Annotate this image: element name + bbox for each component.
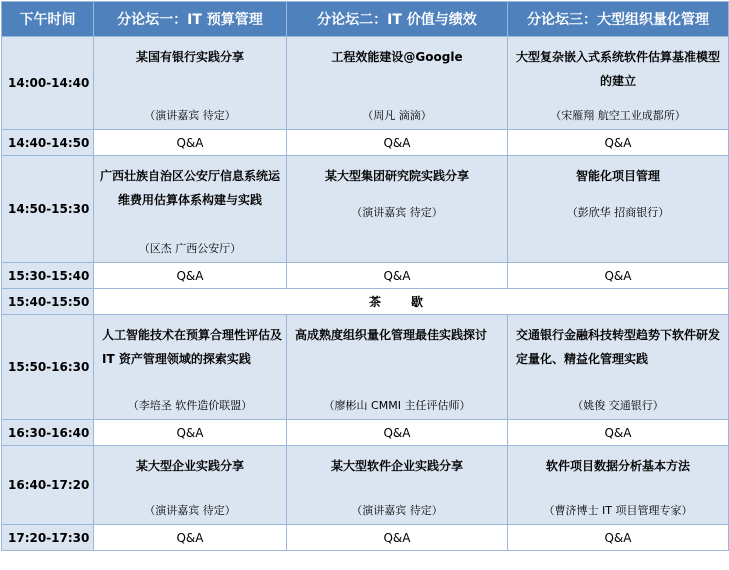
header-forum-2: 分论坛二：IT 价值与绩效: [287, 2, 508, 37]
session-title: 某国有银行实践分享: [135, 50, 244, 64]
break-cell: [94, 289, 729, 315]
session-speaker: （李培圣 软件造价联盟）: [127, 399, 253, 412]
session-cell: [508, 446, 729, 525]
header-forum-1: 分论坛一：IT 预算管理: [94, 2, 287, 37]
time-cell: 16:40-17:20: [2, 446, 94, 525]
qa-row: [2, 263, 729, 289]
session-title: 某大型软件企业实践分享: [330, 459, 463, 473]
session-title: 工程效能建设@Google: [331, 50, 463, 64]
session-speaker: （演讲嘉宾 待定）: [144, 504, 236, 517]
qa-cell: Q&A: [94, 525, 287, 551]
session-title: 智能化项目管理: [575, 169, 660, 183]
session-title: 高成熟度组织量化管理最佳实践探讨: [295, 328, 488, 342]
session-row: [2, 37, 729, 130]
qa-cell: Q&A: [287, 420, 508, 446]
qa-cell: Q&A: [287, 130, 508, 156]
session-cell: [94, 37, 287, 130]
time-cell: 14:40-14:50: [2, 130, 94, 156]
session-cell: [508, 37, 729, 130]
session-speaker: （廖彬山 CMMI 主任评估师）: [323, 399, 471, 412]
qa-cell: Q&A: [508, 130, 729, 156]
session-cell: [287, 446, 508, 525]
session-row: [2, 446, 729, 525]
session-title: 大型复杂嵌入式系统软件估算基准模型的建立: [515, 50, 720, 88]
session-speaker: （周凡 滴滴）: [362, 109, 432, 122]
session-cell: [287, 156, 508, 263]
qa-cell: Q&A: [508, 525, 729, 551]
session-title: 广西壮族自治区公安厅信息系统运维费用估算体系构建与实践: [99, 169, 280, 207]
header-forum-3: 分论坛三：大型组织量化管理: [508, 2, 729, 37]
session-speaker: （曹济博士 IT 项目管理专家）: [543, 504, 693, 517]
session-cell: [94, 315, 287, 420]
session-speaker: （彭欣华 招商银行）: [566, 206, 670, 219]
time-cell: 16:30-16:40: [2, 420, 94, 446]
time-cell: 15:40-15:50: [2, 289, 94, 315]
session-title: 交通银行金融科技转型趋势下软件研发定量化、精益化管理实践: [516, 328, 721, 366]
session-row: [2, 315, 729, 420]
session-speaker: （姚俊 交通银行）: [572, 399, 664, 412]
session-speaker: （演讲嘉宾 待定）: [351, 504, 443, 517]
qa-cell: Q&A: [94, 130, 287, 156]
session-speaker: （演讲嘉宾 待定）: [351, 206, 443, 219]
header-time: 下午时间: [2, 2, 94, 37]
qa-row: [2, 420, 729, 446]
session-cell: [508, 156, 729, 263]
time-cell: 15:50-16:30: [2, 315, 94, 420]
session-cell: [94, 156, 287, 263]
qa-row: [2, 130, 729, 156]
session-speaker: （区杰 广西公安厅）: [138, 242, 242, 255]
session-title: 某大型集团研究院实践分享: [324, 169, 469, 183]
session-speaker: （宋雁翔 航空工业成都所）: [550, 109, 686, 122]
break-row: [2, 289, 729, 315]
schedule-table: [1, 1, 729, 551]
qa-row: [2, 525, 729, 551]
qa-cell: Q&A: [508, 420, 729, 446]
time-cell: 14:50-15:30: [2, 156, 94, 263]
session-cell: [94, 446, 287, 525]
session-cell: [287, 315, 508, 420]
break-label: 茶歇: [368, 295, 453, 309]
session-title: 某大型企业实践分享: [135, 459, 244, 473]
time-cell: 15:30-15:40: [2, 263, 94, 289]
session-cell: [508, 315, 729, 420]
session-speaker: （演讲嘉宾 待定）: [144, 109, 236, 122]
qa-cell: Q&A: [287, 263, 508, 289]
qa-cell: Q&A: [508, 263, 729, 289]
qa-cell: Q&A: [287, 525, 508, 551]
qa-cell: Q&A: [94, 420, 287, 446]
session-title: 人工智能技术在预算合理性评估及 IT 资产管理领域的探索实践: [102, 328, 283, 366]
time-cell: 17:20-17:30: [2, 525, 94, 551]
header-row: [2, 2, 729, 37]
session-title: 软件项目数据分析基本方法: [545, 459, 690, 473]
time-cell: 14:00-14:40: [2, 37, 94, 130]
session-cell: [287, 37, 508, 130]
session-row: [2, 156, 729, 263]
qa-cell: Q&A: [94, 263, 287, 289]
